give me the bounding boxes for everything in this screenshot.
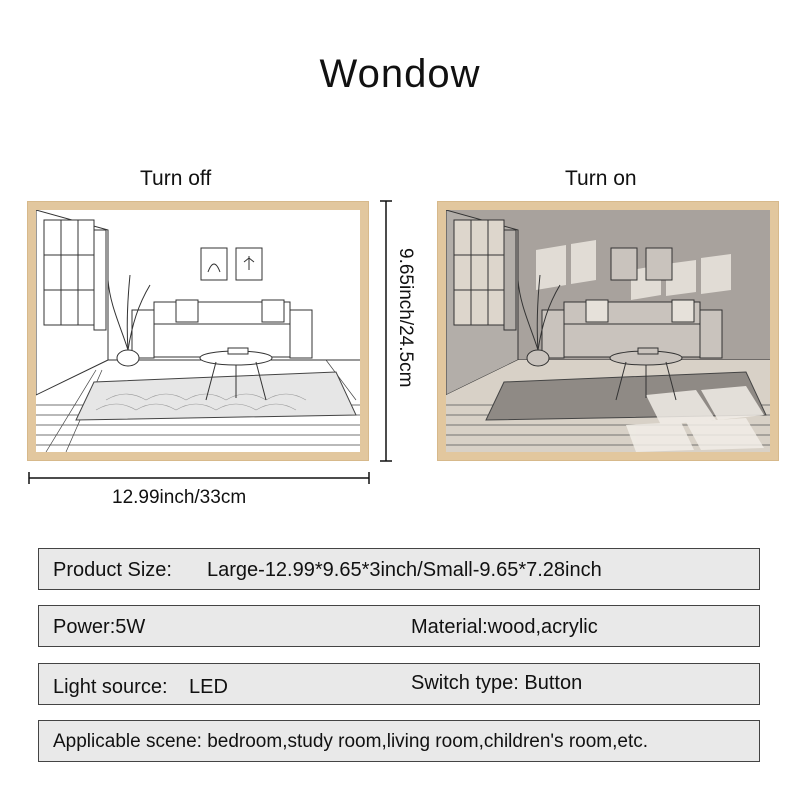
spec-row-scene	[38, 720, 760, 762]
switch-type-value: Switch type: Button	[411, 672, 583, 694]
frame-turn-on	[438, 202, 778, 460]
caption-turn-on: Turn on	[565, 167, 637, 190]
product-size-label: Product Size:	[53, 559, 172, 581]
frame-turn-off	[28, 202, 368, 460]
spec-row-light-switch	[38, 663, 760, 705]
applicable-scene-value: Applicable scene: bedroom,study room,living room,children's room,etc.	[53, 731, 649, 752]
material-value: Material:wood,acrylic	[411, 616, 598, 638]
page-title: Wondow	[319, 52, 481, 96]
product-size-value: Large-12.99*9.65*3inch/Small-9.65*7.28inch	[207, 559, 602, 581]
height-dimension-label: 9.65inch/24.5cm	[395, 248, 416, 388]
width-dimension-label: 12.99inch/33cm	[112, 487, 247, 508]
spec-row-size	[38, 548, 760, 590]
height-dimension-line	[380, 200, 392, 462]
width-dimension-line	[28, 472, 370, 484]
room-sketch-on	[446, 210, 770, 452]
power-value: Power:5W	[53, 616, 146, 638]
spec-row-power-material	[38, 605, 760, 647]
room-sketch-off	[36, 210, 360, 452]
light-source-label: Light source:	[53, 676, 168, 698]
light-source-value: LED	[189, 676, 228, 698]
caption-turn-off: Turn off	[140, 167, 212, 190]
